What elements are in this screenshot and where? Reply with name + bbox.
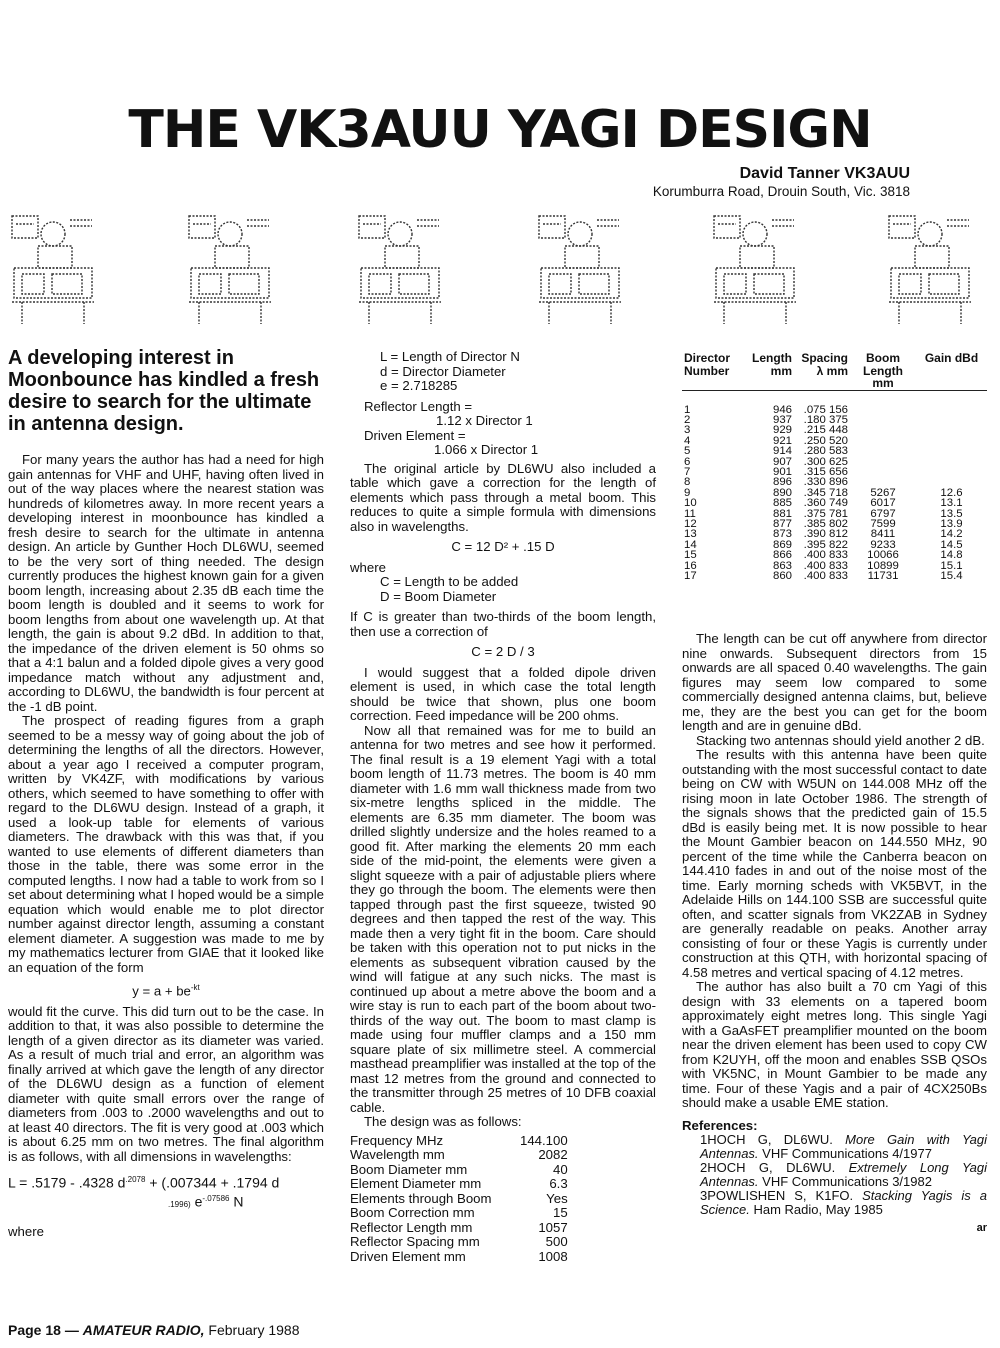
table-cell: 9 bbox=[684, 486, 691, 499]
column-2 bbox=[350, 350, 656, 1264]
table-cell: .360 749 bbox=[803, 497, 848, 510]
spec-value: 144.100 bbox=[520, 1132, 568, 1148]
table-cell: 921 bbox=[772, 434, 792, 447]
table-cell: 15 bbox=[684, 549, 697, 562]
table-cell: .300 625 bbox=[803, 455, 848, 468]
spec-value: 500 bbox=[545, 1234, 568, 1249]
formula: 1.066 x Director 1 bbox=[434, 442, 539, 457]
table-cell bbox=[916, 436, 987, 446]
article-title: THE VK3AUU YAGI DESIGN bbox=[128, 100, 872, 160]
paragraph: The results with this antenna have been quite outstanding with the most successful contact to date being on CW with W5UN on 144.008 MHz off the rising moon in late October 1986. The strength of the signals shows that the predicted gain of 15.5 dBd is easily being met. It is now possible to hear the Mount Gambier beacon on 144.550 MHz, 90 percent of the time while the Canberra beacon on 144.410 fades in and out of the noise most of the time. Early morning scheds with VK5BVT, in the Adelaide Hills on 144.100 SSB are successful quite often, and scatter signals from VK2ZAB in Sydney are generally readable on peaks. Another array consisting of four or these Yagis is currently under construction at this QTH, with horizontal spacing of 4.58 metres and vertical spacing of 4.12 metres. bbox=[682, 747, 987, 980]
formula: 1.12 x Director 1 bbox=[436, 413, 533, 428]
spec-row bbox=[350, 1163, 634, 1178]
algorithm-equation: L = .5179 - .4328 $d^{.2078} + (.007344 + .1794$ d .1996) $e^{-.07586}$ N bbox=[8, 1175, 280, 1210]
table-cell: 863 bbox=[772, 559, 792, 572]
table-cell: 10066 bbox=[867, 549, 899, 562]
spec-label: Wavelength mm bbox=[350, 1147, 445, 1162]
equation: C = 2 D / 3 bbox=[471, 644, 535, 659]
table-cell: 5267 bbox=[870, 486, 896, 499]
paragraph: The original article by DL6WU also included a table which gave a correction for the length of elements which pass through a metal boom. This reduces to quite a simple formula with dimensions also in wavelengths. bbox=[350, 460, 656, 534]
table-cell: 8411 bbox=[870, 528, 896, 541]
table-cell: 7 bbox=[684, 465, 691, 478]
equation: $y = a + be^{-kt}$ bbox=[132, 983, 200, 999]
table-cell: 14.2 bbox=[940, 528, 963, 541]
spec-label: Reflector Spacing mm bbox=[350, 1234, 480, 1249]
table-cell bbox=[850, 415, 916, 425]
table-header: Gain dBd bbox=[916, 352, 987, 390]
table-cell: 896 bbox=[772, 476, 792, 489]
paragraph: The length can be cut off anywhere from director nine onwards. Subsequent directors from 15 onwards are all spaced 0.40 wavelengths. The gain figures may seem low compared to some commercially designed antenna claims, but, believe me, they are the best you can get for the boom length and are in genuine dBd. bbox=[682, 631, 987, 733]
paragraph: The author has also built a 70 cm Yagi of this design with 33 elements on a tapered boom approximately eight metres long. This single Yagi with a GaAsFET preamplifier mounted on the boom near the driven element has been used to copy CW from K2UYH, off the moon and enables SSB QSOs with VK5NC, in Mount Gambier to be made any time. Four of these Yagis and a pair of 4CX250Bs should make a usable EME station. bbox=[682, 979, 987, 1110]
spec-value: 6.3 bbox=[549, 1176, 568, 1191]
table-cell bbox=[850, 446, 916, 456]
table-cell: 3 bbox=[684, 424, 691, 437]
table-cell: 1 bbox=[684, 403, 691, 416]
radio-operator-illustration bbox=[355, 212, 445, 330]
table-cell: 929 bbox=[772, 424, 792, 437]
table-cell: 907 bbox=[772, 455, 792, 468]
reference-item: 3POWLISHEN S, K1FO. Stacking Yagis is a Science. Ham Radio, May 1985 bbox=[700, 1188, 987, 1217]
spec-value: 15 bbox=[553, 1205, 568, 1220]
definition: D = Boom Diameter bbox=[380, 588, 497, 604]
table-cell: .390 812 bbox=[803, 528, 848, 541]
table-cell: .315 656 bbox=[803, 465, 848, 478]
table-cell: 14.8 bbox=[940, 549, 963, 562]
table-cell: .075 156 bbox=[803, 403, 848, 416]
table-cell: .215 448 bbox=[803, 424, 848, 437]
table-cell: .375 781 bbox=[803, 507, 848, 520]
table-cell: 6797 bbox=[870, 507, 896, 520]
director-table bbox=[682, 352, 987, 581]
author-address: Korumburra Road, Drouin South, Vic. 3818 bbox=[652, 184, 910, 199]
column-3 bbox=[682, 632, 987, 1236]
table-cell bbox=[916, 415, 987, 425]
table-cell: 877 bbox=[772, 517, 792, 530]
table-cell: 11 bbox=[684, 507, 696, 520]
table-cell: 13 bbox=[684, 528, 697, 541]
definition: e = 2.718285 bbox=[380, 378, 458, 393]
table-cell: .400 833 bbox=[803, 559, 848, 572]
paragraph: where bbox=[350, 559, 386, 575]
spec-value: 1008 bbox=[538, 1248, 568, 1264]
paragraph: where bbox=[8, 1223, 44, 1239]
references-list bbox=[682, 1133, 987, 1217]
table-cell: .385 802 bbox=[803, 517, 848, 530]
table-cell: 13.9 bbox=[940, 517, 963, 530]
table-cell: 4 bbox=[684, 434, 691, 447]
reference-item: 1HOCH G, DL6WU. More Gain with Yagi Antennas. VHF Communications 4/1977 bbox=[700, 1132, 987, 1161]
spec-row bbox=[350, 1221, 634, 1236]
table-cell bbox=[916, 425, 987, 435]
table-cell: 914 bbox=[772, 445, 792, 458]
table-cell: 885 bbox=[772, 497, 792, 510]
table-cell: 17 bbox=[684, 570, 697, 582]
table-cell: 860 bbox=[772, 570, 792, 582]
references-heading: References: bbox=[682, 1117, 758, 1133]
equation: C = 12 D² + .15 D bbox=[451, 539, 555, 554]
table-cell: 16 bbox=[684, 559, 697, 572]
table-cell: 6 bbox=[684, 455, 691, 468]
definition: L = Length of Director N bbox=[380, 349, 520, 364]
paragraph: Now all that remained was for me to build an antenna for two metres and see how it performed. The final result is a 19 element Yagi with a total boom length of 11.73 metres. The boom is 40 mm diameter with 1.6 mm wall thickness made from two six-metre lengths spliced in the middle. The elements are 6.35 mm diameter. The boom was drilled slightly undersize and the holes reamed to a good fit. After marking the elements 20 mm each side of the mid-point, the elements were given a slight squeeze with a pair of adjustable pliers where they go through the boom. The elements were then tapped through past the first squeeze, twisted 90 degrees and then tapped the rest of the way. This made then a very tight fit in the boom. Care should be taken with this operation not to put nicks in the elements as subsequent vibration caused by the wind will fatigue at any such nicks. The mast is continued up about a metre above the boom and a wire stay is run to each part of the boom about two-thirds of the way out. The boom to mast clamp is made using four muffler clamps and a 150 mm square plate of six millimetre steel. A commercial masthead preamplifier was installed at the top of the mast 12 metres from the ground and connected to the transmitter through 25 metres of 10 DFB coaxial cable. bbox=[350, 722, 656, 1115]
spec-value: 1057 bbox=[538, 1219, 568, 1235]
table-cell: 946 bbox=[772, 403, 792, 416]
paragraph: For many years the author has had a need for high gain antennas for VHF and UHF, having often lived in out of the way places where the nearest station was hundreds of kilometres away. In more recent years a developing interest in moonbounce has kindled a fresh desire to search for the ultimate in antenna design. An article by Gunther Hoch DL6WU, seemed to be the very sort of thing needed. The design currently produces the highest known gain for a given boom length, increasing about 2.35 dB each time the boom length is doubled and it seems to work for boom lengths from about one wavelength up. At that length, the gain is about 9.2 dBd. In addition to that, the impedance of the driven element is 50 ohms so that a 4:1 balun and a folded dipole gives a very good impedance match without any adjustment and, according to DL6WU, the bandwidth is four percent at the -1 dB point. bbox=[8, 452, 324, 714]
spec-label: Element Diameter mm bbox=[350, 1176, 482, 1191]
table-header: Spacing λ mm bbox=[794, 352, 850, 390]
table-header: Boom Length mm bbox=[850, 352, 916, 390]
table-cell: 11731 bbox=[867, 570, 899, 582]
table-cell: 15.1 bbox=[940, 559, 963, 572]
table-row bbox=[682, 446, 987, 456]
formula-label: Reflector Length = bbox=[364, 398, 473, 414]
table-cell: 7599 bbox=[870, 517, 896, 530]
table-cell: 6017 bbox=[870, 497, 896, 510]
end-mark: ar bbox=[976, 1222, 987, 1234]
table-cell: .345 718 bbox=[803, 486, 848, 499]
spec-value: Yes bbox=[546, 1190, 568, 1206]
paragraph: The design was as follows: bbox=[364, 1114, 522, 1129]
table-cell: .250 520 bbox=[803, 434, 848, 447]
table-cell bbox=[916, 446, 987, 456]
table-cell bbox=[850, 436, 916, 446]
table-cell: 890 bbox=[772, 486, 792, 499]
table-cell: 10 bbox=[684, 497, 697, 510]
table-row bbox=[682, 498, 987, 508]
radio-operator-illustration bbox=[710, 212, 800, 330]
paragraph: would fit the curve. This did turn out to be the case. In addition to that, it was also possible to determine the length of a given director as its diameter was varied. As a result of much trial and error, an algorithm was finally arrived at which gave the length of any director of the DL6WU design as a function of element diameter with quite small errors over the range of diameters from .003 to .2000 wavelengths and out to at least 40 directors. The fit is very good at .003 which is about 6.25 mm on two metres. The final algorithm is as follows, with all dimensions in wavelengths: bbox=[8, 1003, 324, 1164]
spec-row bbox=[350, 1192, 634, 1207]
table-cell: 866 bbox=[772, 549, 792, 562]
radio-operator-illustration bbox=[8, 212, 98, 330]
spec-label: Reflector Length mm bbox=[350, 1219, 473, 1235]
paragraph: The prospect of reading figures from a graph seemed to be a messy way of going about the job of determining the lengths of all the directors. However, about a year ago I received a computer program, written by VK4ZF, with modifications by various others, which seemed to have something to offer with regard to the DL6WU design. Instead of a graph, it used a look-up table for elements of various diameters. The drawback with this was that, if you wanted to use elements of different diameters than those in the table, there was some error in the computed lengths. I now had a table to work from so I set about determining what I hoped would be a simple equation which would enable me to plot director number against director length, assuming a constant element diameter. A suggestion was made to me by my mathematics lecturer from GIAE that it looked like an equation of the form bbox=[8, 713, 324, 975]
spec-value: 40 bbox=[553, 1161, 568, 1177]
table-cell: 12 bbox=[684, 517, 697, 530]
table-cell: 5 bbox=[684, 445, 691, 458]
table-cell: 8 bbox=[684, 476, 691, 489]
spec-row bbox=[350, 1148, 634, 1163]
reference-item: 2HOCH G, DL6WU. Extremely Long Yagi Antennas. VHF Communications 3/1982 bbox=[700, 1160, 987, 1189]
table-cell: 10899 bbox=[867, 559, 899, 572]
page-footer: Page 18 — AMATEUR RADIO, February 1988 bbox=[8, 1322, 300, 1338]
author-name: David Tanner VK3AUU bbox=[739, 165, 910, 182]
definition: d = Director Diameter bbox=[380, 363, 506, 379]
lead-paragraph: A developing interest in Moonbounce has kindled a fresh desire to search for the ultimate in antenna design. bbox=[8, 347, 320, 435]
table-cell: .180 375 bbox=[803, 413, 848, 426]
spec-label: Elements through Boom bbox=[350, 1190, 492, 1206]
table-cell: 873 bbox=[772, 528, 792, 541]
spec-label: Frequency MHz bbox=[350, 1132, 444, 1148]
spec-value: 2082 bbox=[538, 1147, 568, 1162]
table-cell bbox=[850, 405, 916, 415]
spec-row bbox=[350, 1206, 634, 1221]
table-cell bbox=[850, 467, 916, 477]
table-cell: 15.4 bbox=[940, 570, 963, 582]
radio-operator-illustration bbox=[185, 212, 275, 330]
table-cell bbox=[916, 467, 987, 477]
table-row bbox=[682, 571, 987, 581]
header-illustration-row bbox=[0, 212, 1000, 337]
spec-label: Boom Correction mm bbox=[350, 1205, 475, 1220]
table-cell: 937 bbox=[772, 413, 792, 426]
table-cell: 12.6 bbox=[940, 486, 963, 499]
table-cell: 869 bbox=[772, 538, 792, 551]
table-header: Length mm bbox=[744, 352, 794, 390]
table-cell: .330 896 bbox=[803, 476, 848, 489]
formula-label: Driven Element = bbox=[364, 427, 466, 443]
table-cell: 13.5 bbox=[940, 507, 963, 520]
paragraph: I would suggest that a folded dipole driven element is used, in which case the total length should be twice that shown, plus one boom correction. Feed impedance will be 200 ohms. bbox=[350, 664, 656, 723]
table-cell: 13.1 bbox=[940, 497, 963, 510]
spec-row bbox=[350, 1134, 634, 1149]
table-header: Director Number bbox=[682, 352, 744, 390]
table-cell: 881 bbox=[772, 507, 792, 520]
design-spec-table bbox=[350, 1134, 634, 1265]
table-cell bbox=[850, 457, 916, 467]
table-cell: .400 833 bbox=[803, 570, 848, 582]
table-cell: .280 583 bbox=[803, 445, 848, 458]
table-cell: 14 bbox=[684, 538, 697, 551]
paragraph: If C is greater than two-thirds of the boom length, then use a correction of bbox=[350, 609, 656, 639]
radio-operator-illustration bbox=[885, 212, 975, 330]
spec-label: Boom Diameter mm bbox=[350, 1161, 468, 1177]
definition: C = Length to be added bbox=[380, 574, 519, 589]
radio-operator-illustration bbox=[535, 212, 625, 330]
paragraph: Stacking two antennas should yield another 2 dB. bbox=[696, 732, 985, 748]
table-cell bbox=[916, 457, 987, 467]
spec-row bbox=[350, 1235, 634, 1250]
spec-label: Driven Element mm bbox=[350, 1248, 466, 1264]
table-cell: 2 bbox=[684, 413, 691, 426]
column-1 bbox=[8, 453, 324, 1239]
table-cell: 901 bbox=[772, 465, 792, 478]
table-cell bbox=[916, 405, 987, 415]
spec-row bbox=[350, 1177, 634, 1192]
table-cell: 14.5 bbox=[940, 538, 963, 551]
table-cell: 9233 bbox=[870, 538, 896, 551]
table-cell: .395 822 bbox=[803, 538, 848, 551]
spec-row bbox=[350, 1250, 634, 1265]
table-cell: .400 833 bbox=[803, 549, 848, 562]
table-cell bbox=[850, 425, 916, 435]
